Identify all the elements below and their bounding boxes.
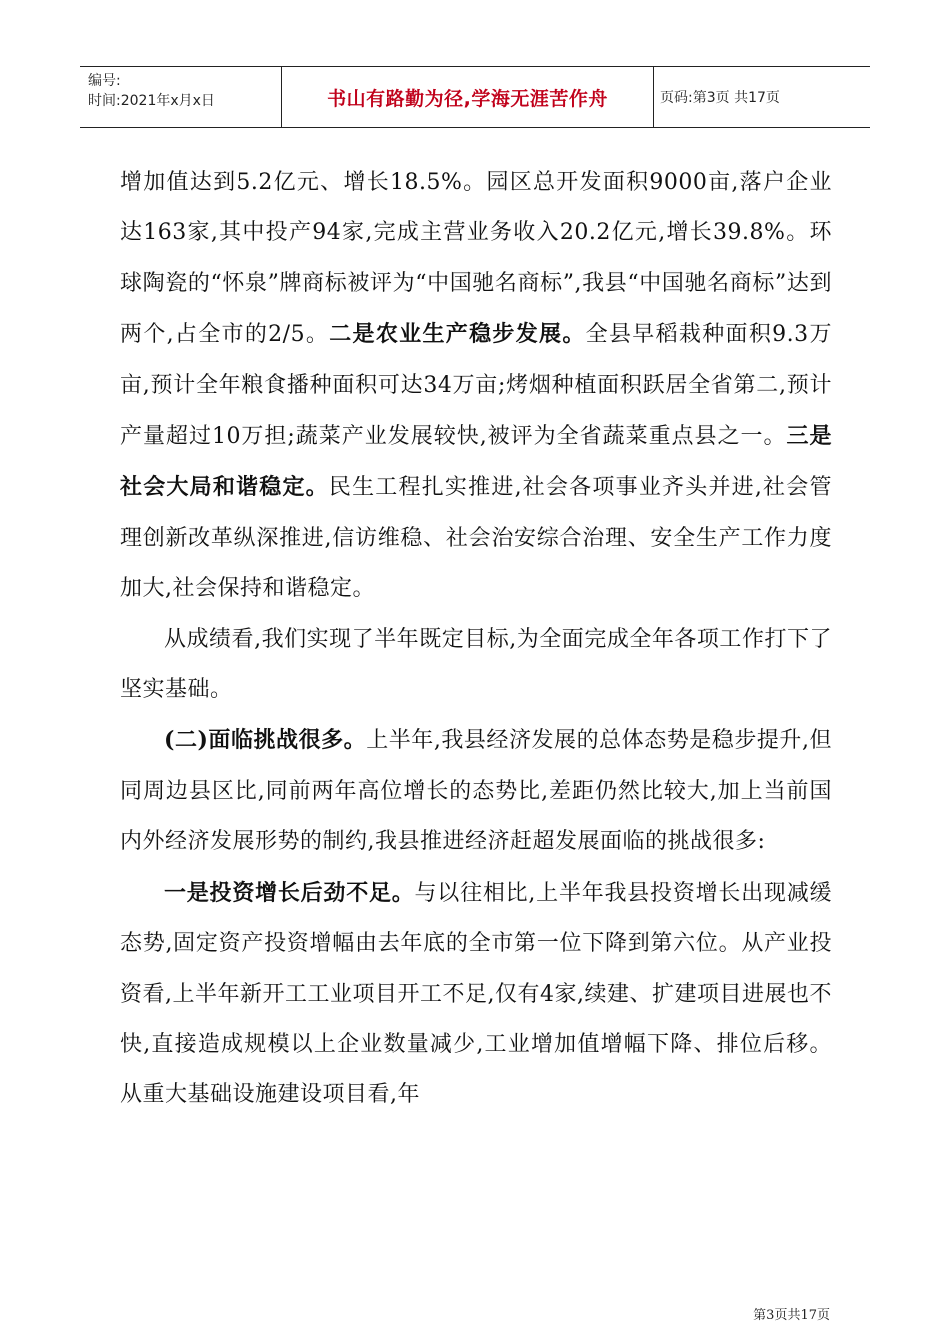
paragraph-text: 民生工程扎实推进,社会各项事业齐头并进,社会管理创新改革纵深推进,信访维稳、社会治安综合治理、安全生产工作力度加大,社会保持和谐稳定。 — [120, 475, 832, 602]
paragraph-text: 上半年,我县经济发展的总体态势是稳步提升,但同周边县区比,同前两年高位增长的态势比,差距仍然比较大,加上当前国内外经济发展形势的制约,我县推进经济赶超发展面临的挑战很多: — [120, 728, 832, 855]
document-date-label: 时间:2021年x月x日 — [88, 93, 215, 109]
header-page-number: 页码:第3页 共17页 — [660, 90, 780, 106]
bold-heading-agriculture: 二是农业生产稳步发展。 — [329, 321, 586, 348]
bold-heading-challenges: (二)面临挑战很多。 — [164, 727, 367, 754]
bold-heading-investment: 一是投资增长后劲不足。 — [164, 879, 415, 906]
paragraph-text: 全县早稻栽种面积9.3万亩,预计全年粮食播种面积可达34万亩;烤烟种植面积跃居全省第二,预计产量超过10万担;蔬菜产业发展较快,被评为全省蔬菜重点县之一。 — [120, 322, 832, 450]
bold-heading-society: 三是社会大局和谐稳定。 — [120, 423, 832, 501]
paragraph-investment — [120, 868, 832, 1121]
header-meta — [80, 67, 282, 127]
document-body — [120, 158, 832, 1121]
paragraph-summary: 从成绩看,我们实现了半年既定目标,为全面完成全年各项工作打下了坚实基础。 — [120, 626, 832, 703]
paragraph-text: 与以往相比,上半年我县投资增长出现减缓态势,固定资产投资增幅由去年底的全市第一位下降到第六位。从产业投资看,上半年新开工工业项目开工不足,仅有4家,续建、扩建项目进展也不快,直接造成规模以上企业数量减少,工业增加值增幅下降、排位后移。从重大基础设施建设项目看,年 — [120, 880, 832, 1108]
paragraph-achievements — [120, 158, 832, 615]
page-footer: 第3页共17页 — [753, 1308, 830, 1323]
page-header — [80, 66, 870, 128]
paragraph-text: 增加值达到5.2亿元、增长18.5%。园区总开发面积9000亩,落户企业达163家,其中投产94家,完成主营业务收入20.2亿元,增长39.8%。环球陶瓷的“怀泉”牌商标被评为“中国驰名商标”,我县“中国驰名商标”达到两个,占全市的2/5。 — [120, 170, 832, 348]
paragraph-challenges — [120, 715, 832, 867]
document-number-label: 编号: — [88, 73, 121, 89]
header-motto: 书山有路勤为径,学海无涯苦作舟 — [282, 67, 654, 127]
